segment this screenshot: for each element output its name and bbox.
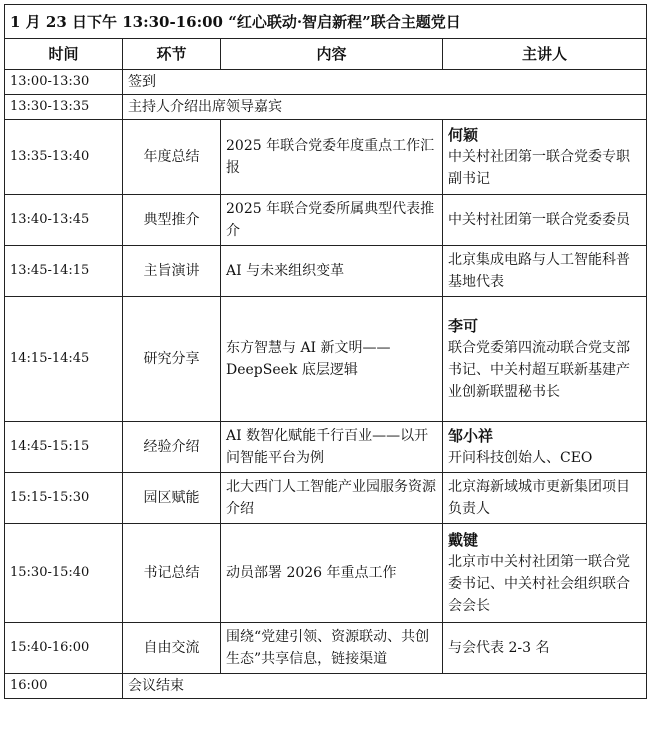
- row-section: 园区赋能: [123, 473, 221, 524]
- row-speaker: [443, 120, 647, 195]
- row-time: 15:15-15:30: [5, 473, 123, 524]
- row-activity: 会议结束: [123, 674, 647, 699]
- row-section: 书记总结: [123, 524, 221, 623]
- row-section: 年度总结: [123, 120, 221, 195]
- row-time: 14:45-15:15: [5, 422, 123, 473]
- row-speaker: [443, 422, 647, 473]
- speaker-name: 李可: [448, 317, 479, 335]
- row-content: 北大西门人工智能产业园服务资源介绍: [221, 473, 443, 524]
- row-time: 14:15-14:45: [5, 297, 123, 422]
- row-content: 2025 年联合党委所属典型代表推介: [221, 195, 443, 246]
- row-speaker: [443, 246, 647, 297]
- row-time: 13:40-13:45: [5, 195, 123, 246]
- column-header-section: 环节: [123, 39, 221, 70]
- row-content: 围绕“党建引领、资源联动、共创生态”共享信息，链接渠道: [221, 623, 443, 674]
- row-content: AI 与未来组织变革: [221, 246, 443, 297]
- speaker-title: 北京市中关村社团第一联合党委书记、中关村社会组织联合会会长: [448, 554, 630, 614]
- row-section: 研究分享: [123, 297, 221, 422]
- speaker-name: 何颖: [448, 126, 479, 144]
- speaker-title: 与会代表 2-3 名: [448, 640, 550, 656]
- table-row: [5, 246, 647, 297]
- column-header-content: 内容: [221, 39, 443, 70]
- speaker-title: 中关村社团第一联合党委委员: [448, 212, 630, 228]
- row-section: 自由交流: [123, 623, 221, 674]
- row-speaker: [443, 195, 647, 246]
- table-row: [5, 524, 647, 623]
- speaker-name: 戴键: [448, 531, 479, 549]
- speaker-title: 北京海新域城市更新集团项目负责人: [448, 479, 630, 517]
- row-time: 15:40-16:00: [5, 623, 123, 674]
- row-time: 16:00: [5, 674, 123, 699]
- row-section: 经验介绍: [123, 422, 221, 473]
- row-time: 13:30-13:35: [5, 95, 123, 120]
- row-speaker: [443, 297, 647, 422]
- table-row: [5, 195, 647, 246]
- table-row: [5, 120, 647, 195]
- row-time: 13:45-14:15: [5, 246, 123, 297]
- speaker-title: 北京集成电路与人工智能科普基地代表: [448, 252, 630, 290]
- column-header-speaker: 主讲人: [443, 39, 647, 70]
- row-section: 典型推介: [123, 195, 221, 246]
- row-time: 13:00-13:30: [5, 70, 123, 95]
- table-row: [5, 422, 647, 473]
- row-content: AI 数智化赋能千行百业——以开问智能平台为例: [221, 422, 443, 473]
- row-speaker: [443, 524, 647, 623]
- row-content: 2025 年联合党委年度重点工作汇报: [221, 120, 443, 195]
- row-activity: 签到: [123, 70, 647, 95]
- agenda-title: 1 月 23 日下午 13:30-16:00 “红心联动·智启新程”联合主题党日: [5, 5, 647, 39]
- row-section: 主旨演讲: [123, 246, 221, 297]
- table-row: [5, 70, 647, 95]
- row-content: 东方智慧与 AI 新文明——DeepSeek 底层逻辑: [221, 297, 443, 422]
- table-row: [5, 473, 647, 524]
- row-time: 15:30-15:40: [5, 524, 123, 623]
- table-row: [5, 674, 647, 699]
- row-speaker: [443, 473, 647, 524]
- row-speaker: [443, 623, 647, 674]
- speaker-title: 中关村社团第一联合党委专职副书记: [448, 149, 630, 187]
- column-header-time: 时间: [5, 39, 123, 70]
- speaker-title: 联合党委第四流动联合党支部书记、中关村超互联新基建产业创新联盟秘书长: [448, 340, 630, 400]
- speaker-title: 开问科技创始人、CEO: [448, 450, 593, 466]
- row-activity: 主持人介绍出席领导嘉宾: [123, 95, 647, 120]
- table-row: [5, 623, 647, 674]
- table-row: [5, 95, 647, 120]
- row-time: 13:35-13:40: [5, 120, 123, 195]
- row-content: 动员部署 2026 年重点工作: [221, 524, 443, 623]
- table-row: [5, 297, 647, 422]
- speaker-name: 邹小祥: [448, 427, 494, 445]
- agenda-table: [4, 4, 647, 699]
